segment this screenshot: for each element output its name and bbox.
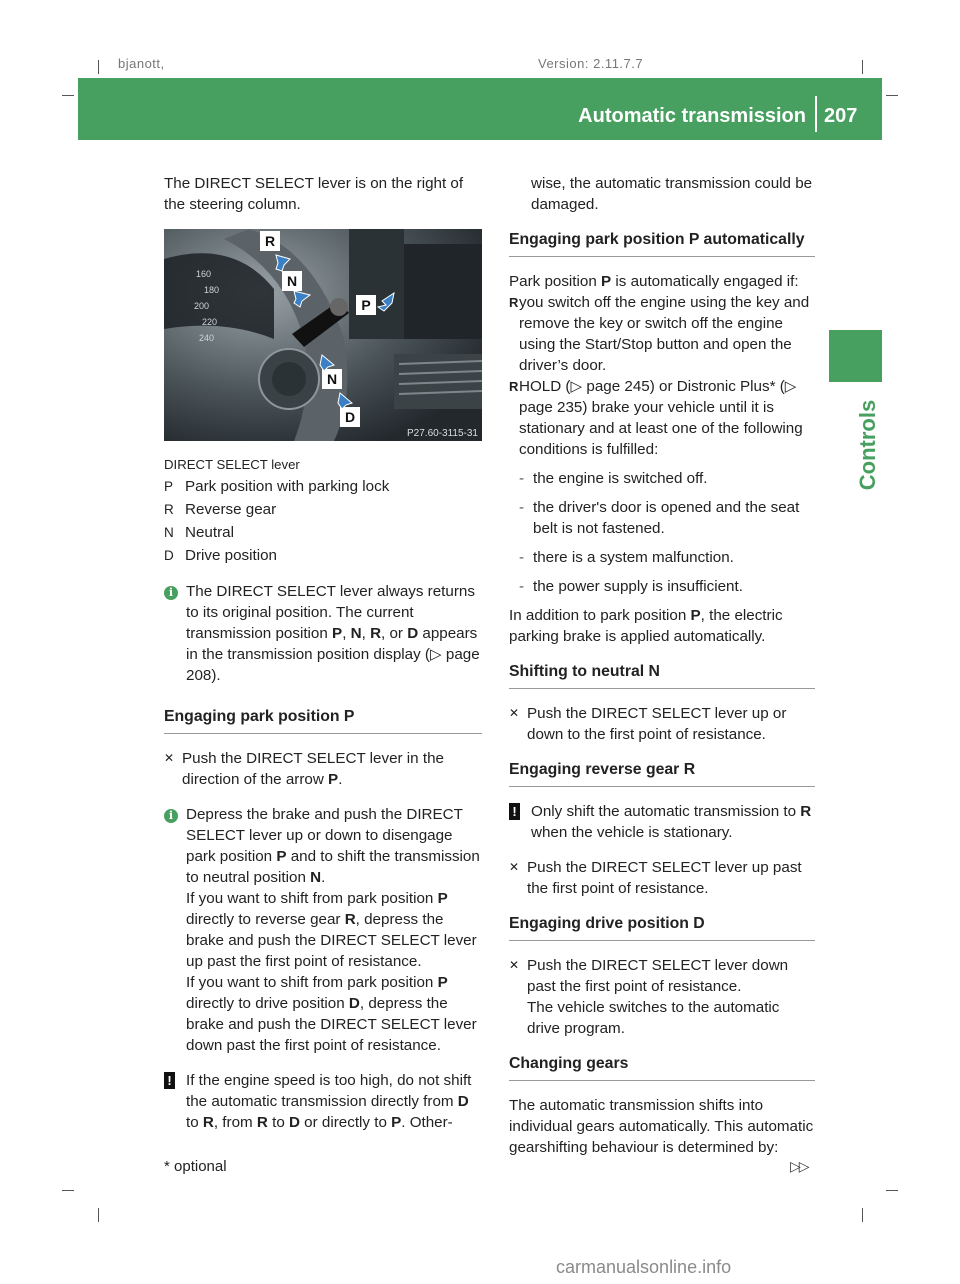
legend-item (164, 544, 482, 567)
label-n2: N (326, 371, 338, 387)
crop-mark (98, 60, 99, 74)
svg-text:200: 200 (194, 301, 210, 311)
direct-select-lever-image (164, 229, 482, 441)
page-reference-link[interactable]: ▷ page 208 (186, 646, 480, 684)
continued-text: wise, the automatic transmission could be damaged. (531, 175, 813, 213)
section-label-text: Controls (855, 399, 880, 491)
svg-text:160: 160 (196, 269, 212, 279)
label-d: D (344, 409, 356, 425)
legend-item (164, 521, 482, 544)
instruction-step: ✕ Push the DIRECT SELECT lever up past the first point of resistance. (509, 859, 802, 897)
dash-item: - there is a system malfunction. (519, 549, 734, 566)
svg-text:240: 240 (199, 333, 215, 343)
section-heading: Engaging park position P (164, 706, 482, 734)
page-reference-link[interactable]: ▷ page 235 (519, 378, 797, 416)
legend-key: D (164, 548, 174, 563)
page-title: Automatic transmission (578, 105, 806, 127)
info-icon: i (164, 809, 178, 823)
legend-text: Reverse gear (185, 501, 277, 518)
warning-icon: ! (509, 803, 520, 820)
bullet-icon: R (509, 379, 519, 394)
crop-mark (886, 1190, 898, 1191)
info-icon: i (164, 586, 178, 600)
bullet-icon: R (509, 295, 519, 310)
step-arrow-icon: ✕ (509, 706, 520, 720)
instruction-step: ✕ Push the DIRECT SELECT lever down past the first point of resistance. The vehicle switches to the automatic drive program. (509, 957, 789, 1037)
crop-mark (62, 95, 74, 96)
dash-item: - the engine is switched off. (519, 470, 708, 487)
section-tab (829, 330, 882, 382)
legend-item (164, 498, 482, 521)
instruction-step: ✕ Push the DIRECT SELECT lever up or down to the first point of resistance. (509, 705, 787, 743)
section-heading: Changing gears (509, 1053, 815, 1081)
crop-mark (98, 1208, 99, 1222)
section-heading: Engaging drive position D (509, 913, 815, 941)
legend-text: Park position with parking lock (185, 478, 390, 495)
section-heading: Shifting to neutral N (509, 661, 815, 689)
info-note: i Depress the brake and push the DIRECT SELECT lever up or down to disengage park position P and to shift the transmission to neutral position N. If you want to shift from park position P directly to reverse gear R, depress the brake and push the DIRECT SELECT lever up past the first point of resistance. If you want to shift from park position P directly to drive position D, depress the brake and push the DIRECT SELECT lever down past the first point of resistance. (164, 804, 482, 1056)
warning-note: ! Only shift the automatic transmission to R when the vehicle is stationary. (509, 801, 815, 843)
legend-key: N (164, 525, 174, 540)
info-note: i The DIRECT SELECT lever always returns to its original position. The current transmission position P, N, R, or D appears in the transmission position display (▷ page 208). (164, 581, 482, 686)
bullet-item: R HOLD (▷ page 245) or Distronic Plus* (▷ page 235) brake your vehicle until it is stationary and at least one of the following conditions is fulfilled: (509, 378, 803, 458)
warning-icon: ! (164, 1072, 175, 1089)
header-divider (815, 96, 817, 132)
crop-mark (886, 95, 898, 96)
section-heading: Engaging park position P automatically (509, 229, 815, 257)
label-n: N (286, 273, 298, 289)
legend-key: P (164, 479, 174, 494)
label-p: P (361, 297, 371, 313)
continue-marker: ▷▷ (790, 1158, 808, 1174)
footnote: * optional (164, 1158, 227, 1175)
crop-mark (862, 60, 863, 74)
legend-list (164, 475, 482, 567)
image-code: P27.60-3115-31 (407, 428, 478, 439)
bullet-item: R you switch off the engine using the key and remove the key or switch off the engine using the Start/Stop button and open the driver’s door. (509, 294, 810, 374)
legend-item (164, 475, 482, 498)
dash-item: - the power supply is insufficient. (519, 578, 743, 595)
legend-key: R (164, 502, 174, 517)
legend-text: Drive position (185, 547, 278, 564)
step-arrow-icon: ✕ (509, 958, 520, 972)
section-label (836, 390, 880, 500)
step-arrow-icon: ✕ (509, 860, 520, 874)
paragraph: The automatic transmission shifts into individual gears automatically. This automatic gearshifting behaviour is determined by: (509, 1097, 814, 1156)
lever-illustration (164, 229, 482, 441)
crop-mark (62, 1190, 74, 1191)
warning-note: ! If the engine speed is too high, do not shift the automatic transmission directly from D to R, from R to D or directly to P. Other- (164, 1070, 482, 1133)
intro-text: The DIRECT SELECT lever is on the right of the steering column. (164, 175, 464, 213)
document-meta-author: bjanott, (118, 56, 165, 71)
svg-text:220: 220 (202, 317, 218, 327)
paragraph: In addition to park position P, the electric parking brake is applied automatically. (509, 607, 783, 645)
crop-mark (862, 1208, 863, 1222)
section-heading: Engaging reverse gear R (509, 759, 815, 787)
instruction-step: ✕ Push the DIRECT SELECT lever in the direction of the arrow P. (164, 750, 444, 788)
label-r: R (264, 233, 276, 249)
paragraph: Park position P is automatically engaged if: (509, 273, 799, 290)
step-arrow-icon: ✕ (164, 751, 175, 765)
watermark: carmanualsonline.info (556, 1257, 732, 1277)
legend-text: Neutral (185, 524, 234, 541)
left-column (164, 173, 482, 1133)
image-caption: DIRECT SELECT lever (164, 457, 300, 472)
page-reference-link[interactable]: ▷ page 245 (570, 378, 650, 395)
document-meta-version: Version: 2.11.7.7 (538, 56, 644, 71)
svg-text:180: 180 (204, 285, 220, 295)
dash-item: - the driver's door is opened and the seat belt is not fastened. (519, 499, 800, 537)
right-column (509, 173, 815, 1158)
page-number: 207 (824, 105, 858, 127)
